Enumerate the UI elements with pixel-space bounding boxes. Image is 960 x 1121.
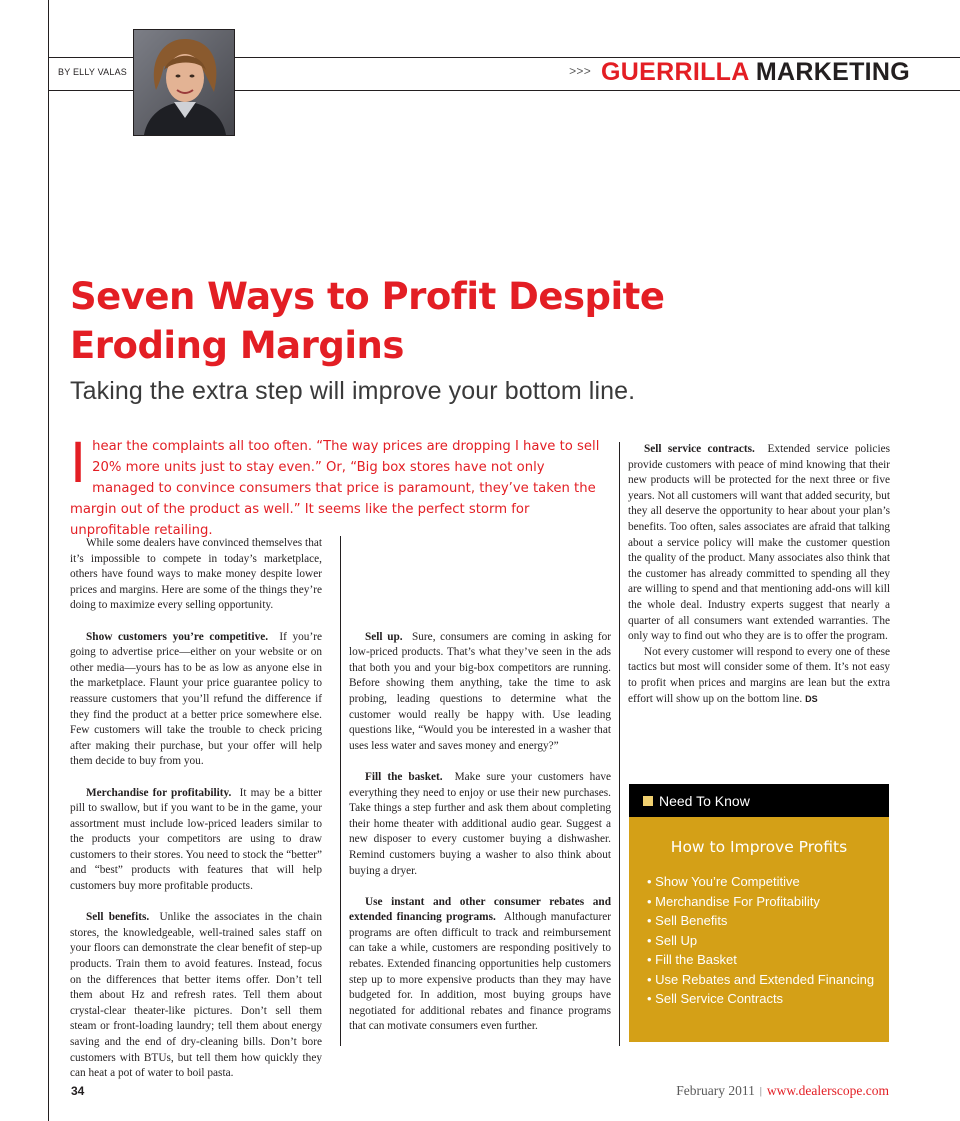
tip-body: Extended service policies provide customers with peace of mind knowing that their new products will be protected for the next three or five years. Not all customers will want that added security, but they all deserve the opportunity to hear about your plan’s benefits. Too often, sales associates are afraid that talking about a service policy will make the customer question the quality of the product. Many associates also think that the customer has already committed to spending all they are willing to spend and that mentioning add-ons will kill the whole deal. Industry experts suggest that nearly a quarter of all consumers want extended warranties. The only way to find out who they are is to offer the program. xyxy=(628,443,890,643)
sidebar-item: • Sell Benefits xyxy=(647,911,889,931)
opening-paragraph: While some dealers have convinced themselves that it’s impossible to compete in today’s marketplace, others have found ways to make money despite lower prices and margins. Here are some of the things they’re doing to maximize every selling opportunity. xyxy=(70,537,322,612)
tip-body: Unlike the associates in the chain stores, the knowledgeable, well-trained sales staff on your floors can demonstrate the clear benefit of step-up products. Train them to avoid features. Instead, focus on the differences that better items offer. Don’t tell them about Hz and refresh rates. Tell them about crystal-clear theater-like pictures. Don’t sell them steam or front-loading laundry; tell them about energy saving and the end of dry-cleaning bills. Don’t bore customers with BTUs, but tell them how quickly they can heat a pot of water to boil pasta. xyxy=(70,911,322,1080)
intro-paragraph xyxy=(70,430,610,541)
tip-heading: Merchandise for profitability. xyxy=(86,786,232,799)
sidebar-item: • Show You’re Competitive xyxy=(647,872,889,892)
sidebar-title: How to Improve Profits xyxy=(670,838,848,856)
tip-merchandise xyxy=(70,786,322,895)
article-subtitle: Taking the extra step will improve your bottom line. xyxy=(70,377,636,405)
sidebar-label: Need To Know xyxy=(659,792,750,809)
column-3 xyxy=(628,442,890,707)
sidebar-item: • Fill the Basket xyxy=(647,950,889,970)
left-rule xyxy=(48,0,49,1121)
column-divider-2 xyxy=(619,442,620,1046)
page-number: 34 xyxy=(71,1084,85,1098)
tip-competitive xyxy=(70,630,322,770)
square-bullet-icon xyxy=(643,796,653,806)
column-1 xyxy=(70,536,322,1082)
section-arrows: >>> xyxy=(569,64,592,78)
need-to-know-sidebar xyxy=(629,784,889,1042)
section-word-guerrilla: GUERRILLA xyxy=(601,58,749,86)
tip-body: Although manufacturer programs are often difficult to track and reimbursement can take a while, customers are responding positively to rebates. Extended financing opportunities help customers step up to more expensive products than they may have budgeted for. In addition, most buying groups have negotiated for additional rebates and finance programs that can motivate consumers even further. xyxy=(349,911,611,1033)
section-word-marketing: MARKETING xyxy=(755,58,910,86)
tip-body: Make sure your customers have everything they need to enjoy or use their new purchases. Take things a step further and ask them about completing their home theater with additional audio gear. Suggest a new disposer to every customer buying a dishwasher. Remind customers buying a washer to also think about buying a dryer. xyxy=(349,770,611,877)
footer-separator: | xyxy=(759,1086,762,1097)
tip-body: If you’re going to advertise price—either on your website or on other media—yours has to be as low as anyone else in the marketplace. Flaunt your price guarantee policy to reassure customers that you’ll refund the difference if they find the product at a better price somewhere else. Few customers will take the trouble to check pricing after making their purchase, but your offer will help them decide to buy from you. xyxy=(70,630,322,768)
footer-credit xyxy=(676,1083,889,1099)
column-2 xyxy=(349,536,611,1035)
tip-body: It may be a bitter pill to swallow, but if you want to be in the game, your assortment must include low-priced leaders similar to the products your competitors are using to draw customers to their stores. You need to stock the “better” and “best” products with features that will help customers buy more profitable products. xyxy=(70,786,322,893)
tip-heading: Sell service contracts. xyxy=(644,443,755,455)
sidebar-list xyxy=(629,872,889,1009)
tip-benefits xyxy=(70,910,322,1082)
tip-heading: Show customers you’re competitive. xyxy=(86,630,269,643)
closing-paragraph xyxy=(628,645,890,707)
sidebar-item: • Merchandise For Profitability xyxy=(647,892,889,912)
column-divider-1 xyxy=(340,536,341,1046)
tip-rebates xyxy=(349,895,611,1035)
sidebar-header xyxy=(629,784,889,817)
tip-body: Sure, consumers are coming in asking for low-priced products. That’s what they’ve seen in the ads that both you and your big-box competitors are running. Before showing them anything, take the time to ask probing, leading questions to determine what the customer would really be happy with. Use leading questions like, “Would you be interested in a washer that uses less water and saves money and energy?” xyxy=(349,630,611,752)
sidebar-item: • Use Rebates and Extended Financing xyxy=(647,970,889,990)
tip-service-contracts xyxy=(628,442,890,645)
closing-text: Not every customer will respond to every one of these tactics but most will consider some of them. It’s not easy to profit when prices and margins are lean but the extra effort will show up on the bottom line. xyxy=(628,645,890,705)
author-portrait-image xyxy=(134,30,234,135)
title-line-2: Eroding Margins xyxy=(70,324,404,367)
end-mark: DS xyxy=(805,693,818,704)
tip-heading: Fill the basket. xyxy=(365,770,443,783)
intro-text: hear the complaints all too often. “The way prices are dropping I have to sell 20% more units just to stay even.” Or, “Big box stores have not only managed to convince consumers that price is paramount, they’ve taken the margin out of the product as well.” It seems like the perfect storm for unprofitable retailing. xyxy=(70,439,600,538)
tip-heading: Sell up. xyxy=(365,630,403,643)
tip-heading: Use instant and other consumer rebates and extended financing programs. xyxy=(349,895,611,924)
issue-date: February 2011 xyxy=(676,1083,755,1098)
tip-fill-basket xyxy=(349,770,611,879)
tip-heading: Sell benefits. xyxy=(86,911,150,924)
title-line-1: Seven Ways to Profit Despite xyxy=(70,275,665,318)
sidebar-item: • Sell Service Contracts xyxy=(647,989,889,1009)
article-title xyxy=(70,272,770,370)
byline: BY ELLY VALAS xyxy=(58,67,127,77)
section-heading xyxy=(569,58,910,87)
sidebar-item: • Sell Up xyxy=(647,931,889,951)
author-photo xyxy=(133,29,235,136)
website-link[interactable]: www.dealerscope.com xyxy=(766,1083,889,1098)
drop-cap: I xyxy=(70,430,87,495)
tip-sell-up xyxy=(349,630,611,755)
